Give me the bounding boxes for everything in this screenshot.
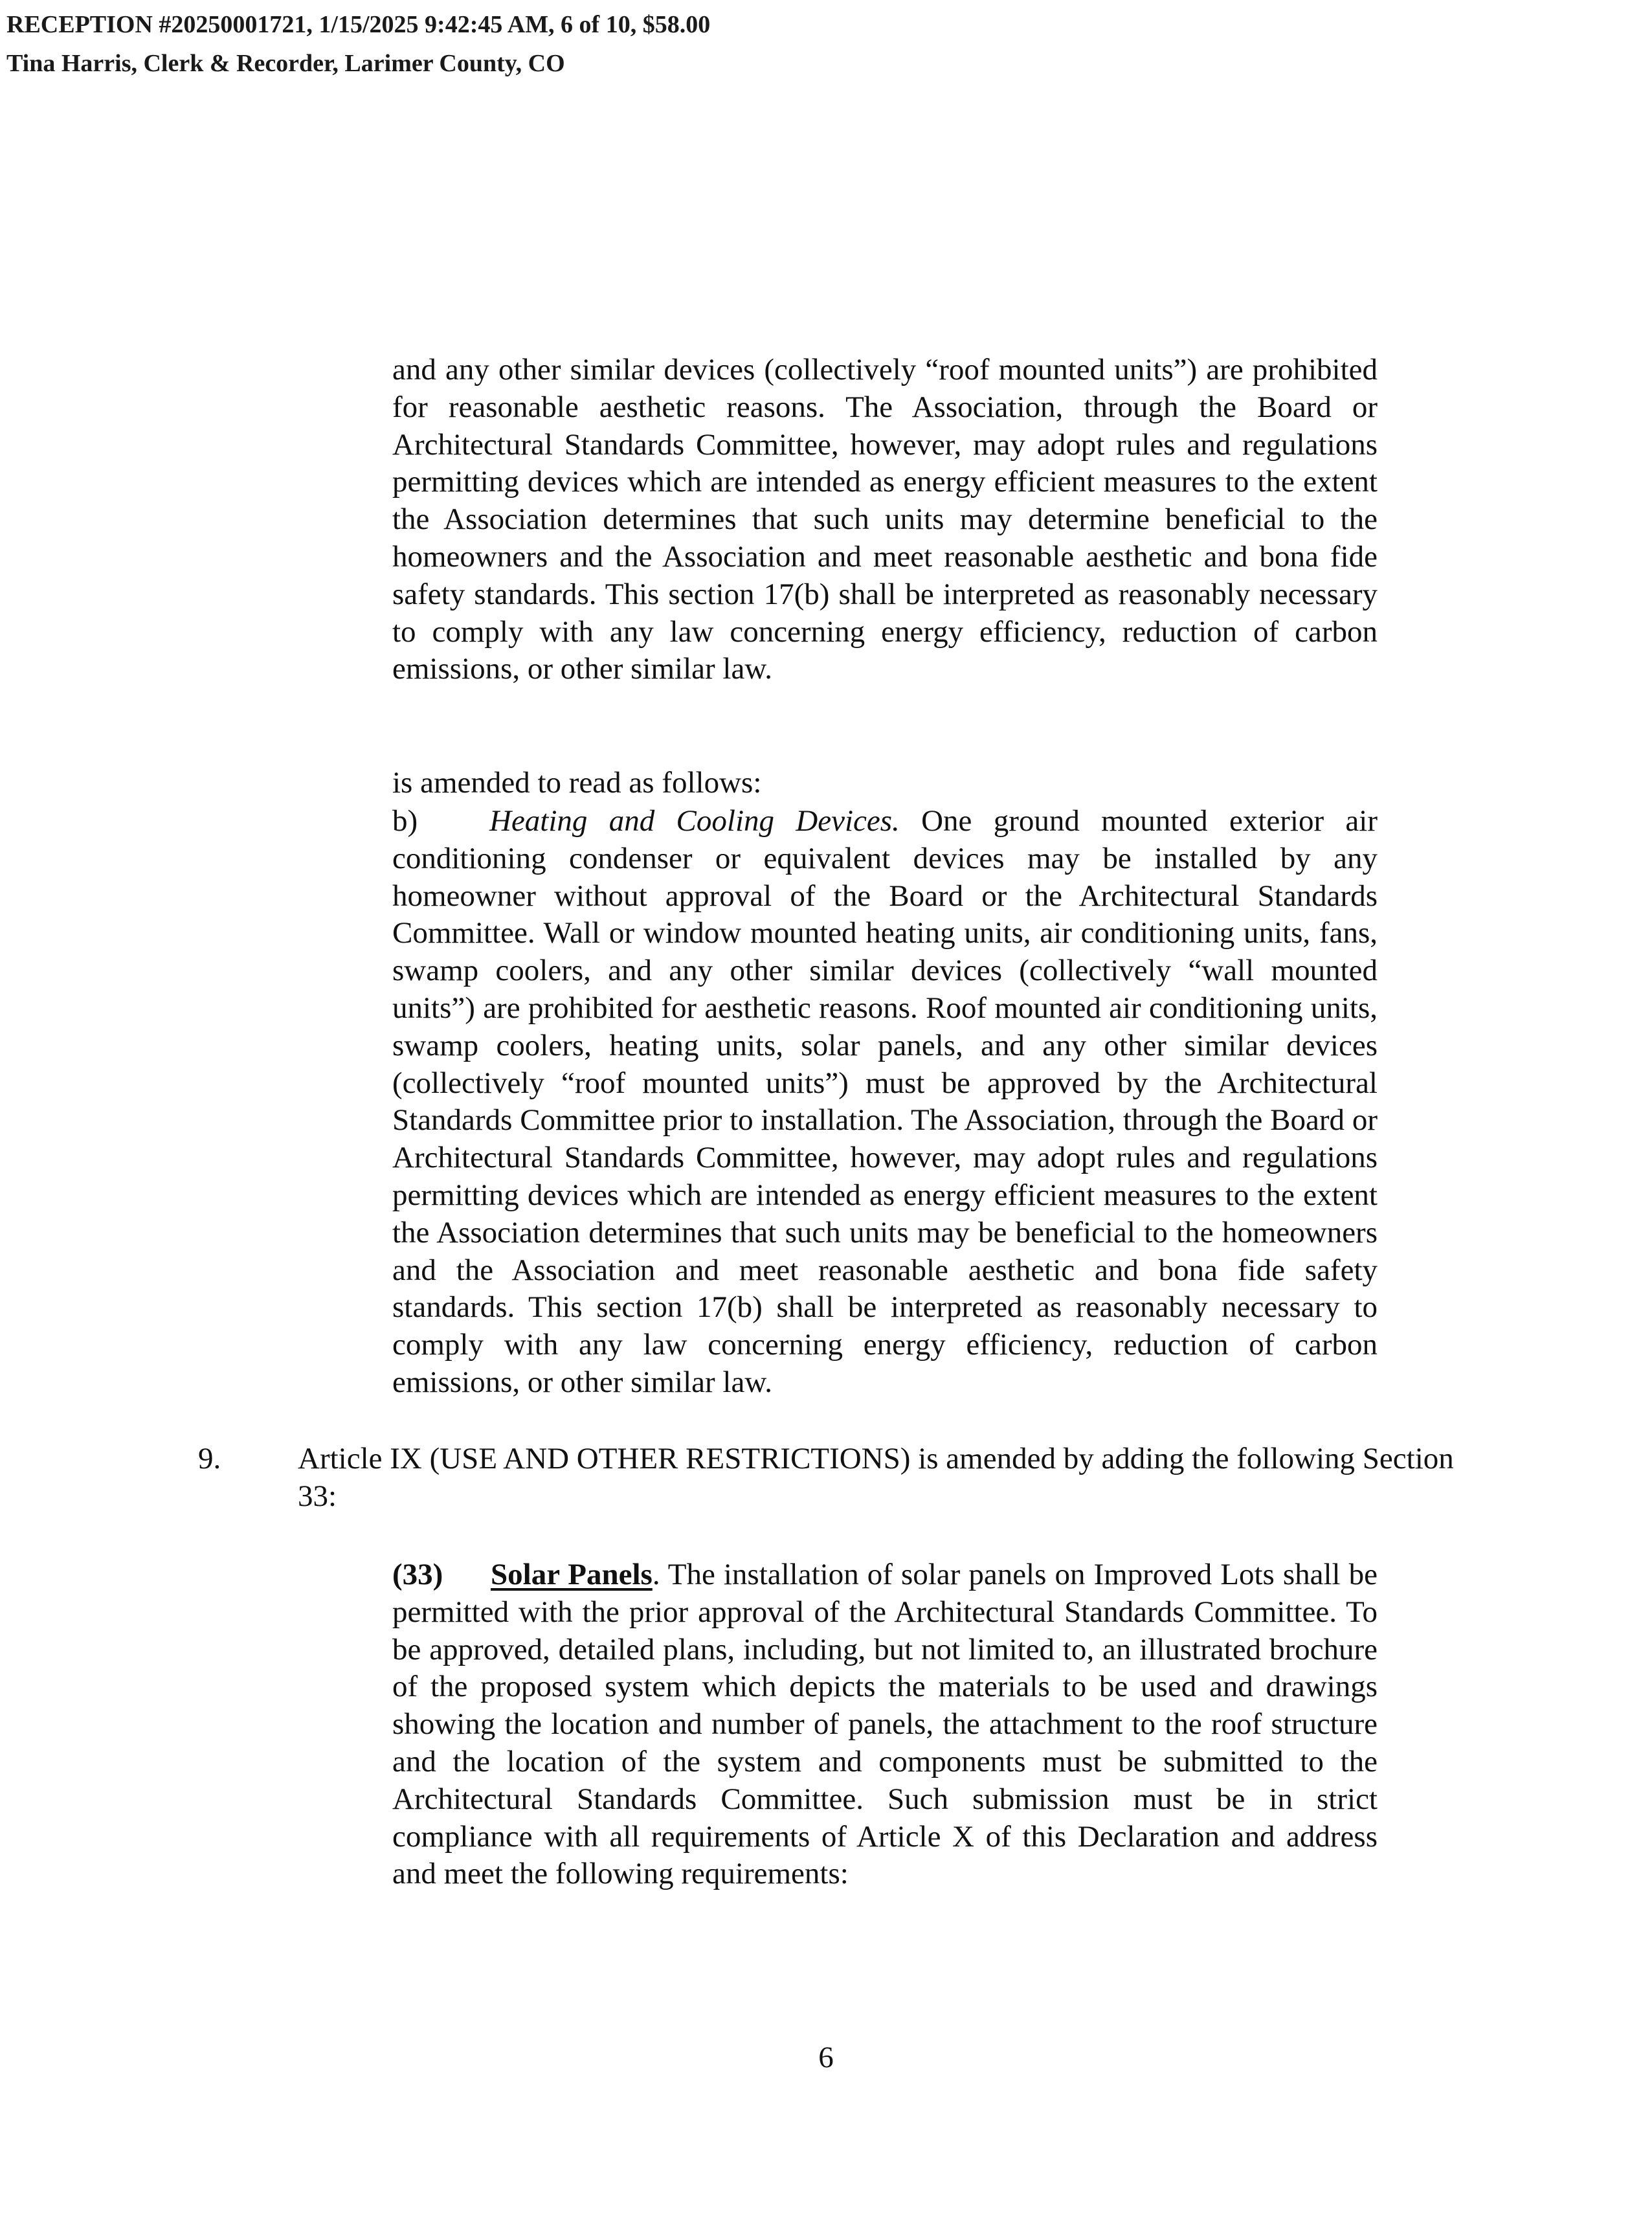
paragraph-amended (392, 765, 1378, 802)
item-9-number: 9. (198, 1442, 221, 1475)
heating-paragraph-body (392, 803, 1378, 1402)
recording-header (6, 5, 710, 83)
heating-text: One ground mounted exterior air conditioning condenser or equivalent devices may be installed by any homeowner without approval of the Board or the Architectural Standards Committee. Wall or window mounted heating units, air conditioning units, fans, swamp coolers, and any other similar devices (collectively “wall mounted units”) are prohibited for aesthetic reasons. Roof mounted air conditioning units, swamp coolers, heating units, solar panels, and any other similar devices (collectively “roof mounted units”) must be approved by the Architectural Standards Committee prior to installation. The Association, through the Board or Architectural Standards Committee, however, may adopt rules and regulations permitting devices which are intended as energy efficient measures to the extent the Association determines that such units may be beneficial to the homeowners and the Association and meet reasonable aesthetic and bona fide safety standards. This section 17(b) shall be interpreted as reasonably necessary to comply with any law concerning energy efficiency, reduction of carbon emissions, or other similar law. (392, 804, 1378, 1399)
solar-section-title: Solar Panels (491, 1558, 653, 1591)
heating-label: b) (392, 804, 418, 838)
continuation-text: and any other similar devices (collectively “roof mounted units”) are prohibited for reasonable aesthetic reasons. The Association, through the Board or Architectural Standards Committee, however, may adopt rules and regulations permitting devices which are intended as energy efficient measures to the extent the Association determines that such units may determine beneficial to the homeowners and the Association and meet reasonable aesthetic and bona fide safety standards. This section 17(b) shall be interpreted as reasonably necessary to comply with any law concerning energy efficiency, reduction of carbon emissions, or other similar law. (392, 353, 1378, 686)
heating-title: Heating and Cooling Devices. (489, 804, 900, 838)
page-number: 6 (818, 2041, 834, 2074)
item-9-text: Article IX (USE AND OTHER RESTRICTIONS) is amended by adding the following Section 33: (298, 1442, 1454, 1513)
paragraph-continuation (392, 352, 1378, 688)
solar-section-number: (33) (392, 1558, 443, 1591)
reception-line: RECEPTION #20250001721, 1/15/2025 9:42:45 AM, 6 of 10, $58.00 (6, 11, 711, 38)
recorder-line: Tina Harris, Clerk & Recorder, Larimer County, CO (6, 50, 565, 77)
paragraph-solar-panels (392, 1556, 1378, 1893)
paragraph-heating-cooling (392, 803, 1378, 1402)
solar-paragraph-body (392, 1556, 1378, 1893)
amended-text: is amended to read as follows: (392, 766, 762, 800)
solar-text: . The installation of solar panels on Improved Lots shall be permitted with the prior approval of the Architectural Standards Committee. To be approved, detailed plans, including, but not limited to, an illustrated brochure of the proposed system which depicts the materials to be used and drawings showing the location and number of panels, the attachment to the roof structure and the location of the system and components must be submitted to the Architectural Standards Committee. Such submission must be in strict compliance with all requirements of Article X of this Declaration and address and meet the following requirements: (392, 1558, 1378, 1891)
